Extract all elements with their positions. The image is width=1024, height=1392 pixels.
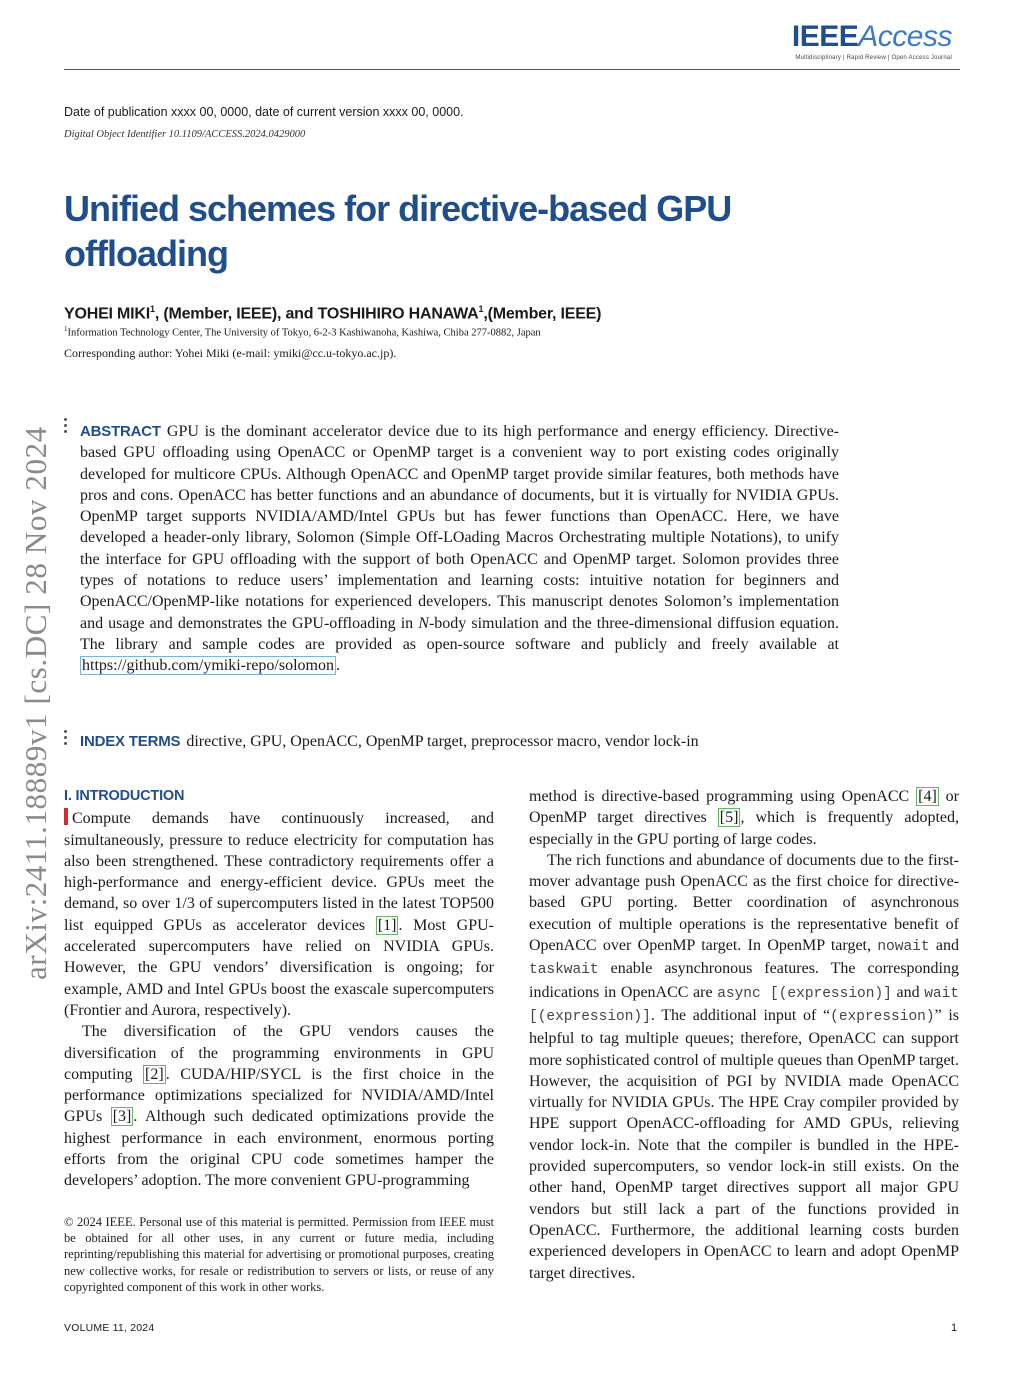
intro-paragraph-3 (529, 786, 959, 850)
intro-paragraph-2 (64, 1021, 494, 1191)
intro-p4-text-b: enable asynchronous features. The corresponding indications in OpenACC are (529, 960, 959, 1001)
intro-p4-text-a: The rich functions and abundance of documents due to the first-mover advantage push OpenACC as the first choice for directive-based GPU porting. Better coordination of asynchronous execution of multiple operations is the representative benefit of OpenACC over OpenMP target. In OpenMP target, (529, 851, 959, 955)
intro-p2-text-b: . CUDA/HIP/SYCL is the first choice in the performance optimizations specialized for NVIDIA/AMD/Intel GPUs (64, 1065, 495, 1126)
index-terms (80, 733, 699, 751)
body-column-left (64, 786, 494, 1192)
affiliation-mark: 1 (64, 325, 68, 333)
code-taskwait: taskwait (529, 962, 599, 979)
header-divider (64, 69, 960, 70)
citation-5[interactable]: [5] (719, 809, 739, 827)
intro-p3-text-b: or OpenMP target directives (529, 788, 959, 827)
author-2-name: TOSHIHIRO HANAWA (317, 305, 479, 323)
abstract-text-b: -body simulation and the three-dimensional diffusion equation. The library and sample codes are provided as open-source software and publicly and freely available at (80, 614, 840, 653)
affiliation (64, 325, 541, 339)
code-expression: (expression) (830, 1008, 935, 1025)
intro-p1-text-b: of supercomputers listed in the latest TOP500 list equipped GPUs as accelerator devices (64, 895, 495, 934)
journal-logo (792, 20, 952, 61)
intro-p1-text-c: . Most GPU-accelerated supercomputers have relied on NVIDIA GPUs. However, the GPU vendors’ diversification is ongoing; for example, AMD and Intel GPUs boost the exascale supercomputers (Frontier and Aurora, respectively). (64, 916, 495, 1019)
paper-title: Unified schemes for directive-based GPU offloading (64, 188, 732, 274)
author-1-role: , (Member, IEEE), and (154, 305, 318, 323)
intro-p4-and-1: and (929, 937, 960, 955)
abstract-dots-icon (64, 418, 68, 436)
copyright-notice: © 2024 IEEE. Personal use of this material is permitted. Permission from IEEE must be obtained for all other uses, in any current or future media, including reprinting/republishing this material for advertising or promotional purposes, creating new collective works, for resale or redistribution to servers or lists, or reuse of any copyrighted component of this work in other works. (64, 1215, 494, 1294)
intro-p4-and-2: and (891, 983, 925, 1001)
author-2-affil-mark: 1 (478, 304, 484, 314)
logo-ieee-text: IEEE (791, 20, 859, 53)
code-async: async [(expression)] (717, 985, 892, 1002)
abstract-text-end: . (336, 657, 340, 675)
author-1-name: YOHEI MIKI (64, 305, 151, 323)
arxiv-sidebar-label: arXiv:2411.18889v1 [cs.DC] 28 Nov 2024 (18, 426, 53, 980)
author-line (64, 304, 601, 323)
citation-3[interactable]: [3] (112, 1108, 132, 1126)
dropcap-marker (64, 808, 68, 825)
logo-tagline: Multidisciplinary | Rapid Review | Open Access Journal (795, 55, 952, 61)
index-terms-text: directive, GPU, OpenACC, OpenMP target, preprocessor macro, vendor lock-in (186, 733, 699, 750)
intro-p3-text-c: , which is frequently adopted, especially in the GPU porting of large codes. (529, 809, 959, 848)
intro-paragraph-1 (64, 808, 494, 1021)
publication-date: Date of publication xxxx 00, 0000, date of current version xxxx 00, 0000. (64, 105, 464, 119)
abstract-text-a: GPU is the dominant accelerator device due to its high performance and energy efficiency. Directive-based GPU offloading using OpenACC or OpenMP target is a convenient way to port existing codes originally developed for multicore CPUs. Although OpenACC and OpenMP target provide similar features, both methods have pros and cons. OpenACC has better functions and an abundance of documents, but it is virtually for NVIDIA GPUs. OpenMP target supports NVIDIA/AMD/Intel GPUs but has fewer functions than OpenACC. Here, we have developed a header-only library, Solomon (Simple Off-LOading Macros Orchestrating multiple Notations), to unify the interface for GPU offloading with the support of both OpenACC and OpenMP target. Solomon provides three types of notations to reduce users’ implementation and learning costs: intuitive notation for beginners and OpenACC/OpenMP-like notations for experienced developers. This manuscript denotes Solomon’s implementation and usage and demonstrates the GPU-offloading in (80, 423, 839, 632)
intro-p4-text-c: . The additional input of “ (650, 1006, 831, 1024)
intro-p4-text-d: ” is helpful to tag multiple queues; therefore, OpenACC can support more sophisticated control of multiple queues than OpenMP target. However, the acquisition of PGI by NVIDIA made OpenACC virtually for NVIDIA GPUs. The HPE Cray compiler provided by HPE support OpenACC-offloading for AMD GPUs, relieving vendor lock-in. Note that the compiler is bundled in the HPE-provided supercomputers, so vendor lock-in still exists. On the other hand, OpenMP target directives support all major GPU vendors but still lack a part of the functions provided in OpenACC. Furthermore, the additional learning costs burden experienced developers in OpenACC to learn and adopt OpenMP target directives. (529, 1006, 959, 1282)
citation-4[interactable]: [4] (918, 788, 937, 805)
citation-1[interactable]: [1] (377, 916, 397, 934)
section-heading-introduction: I. INTRODUCTION (64, 788, 185, 804)
body-column-right (529, 786, 959, 1284)
intro-p2-text-a: The diversification of the GPU vendors causes the diversification of the programming environments in GPU computing (64, 1023, 494, 1083)
intro-p1-text-a: Compute demands have continuously increased, and simultaneously, pressure to reduce electricity for computation has also been strengthened. These contradictory requirements offer a high-performance and energy-efficient device. GPUs meet the demand, so over (64, 810, 494, 913)
intro-paragraph-4 (529, 850, 959, 1284)
code-wait: wait [(expression)] (529, 985, 960, 1025)
citation-2[interactable]: [2] (145, 1065, 164, 1083)
index-terms-heading: INDEX TERMS (80, 733, 181, 750)
logo-access-text: Access (858, 20, 952, 53)
author-1-affil-mark: 1 (150, 304, 155, 314)
abstract-heading: ABSTRACT (80, 423, 161, 440)
abstract (80, 421, 839, 677)
abstract-n-symbol: N (418, 614, 429, 632)
footer-volume: VOLUME 11, 2024 (64, 1322, 155, 1334)
footer-page-number: 1 (951, 1322, 958, 1334)
author-2-role: ,(Member, IEEE) (483, 305, 602, 323)
intro-p2-text-c: . Although such dedicated optimizations provide the highest performance in each environment, enormous porting efforts from the original CPU code sometimes hamper the developers’ adoption. The more convenient GPU-programming (64, 1108, 494, 1190)
doi: Digital Object Identifier 10.1109/ACCESS.2024.0429000 (64, 129, 306, 140)
index-terms-dots-icon (64, 730, 68, 748)
intro-p3-text-a: method is directive-based programming using OpenACC (529, 788, 917, 805)
code-nowait: nowait (877, 939, 930, 956)
github-link[interactable]: https://github.com/ymiki-repo/solomon (82, 657, 334, 675)
intro-p1-fraction: 1/3 (174, 895, 195, 913)
corresponding-author: Corresponding author: Yohei Miki (e-mail: ymiki@cc.u-tokyo.ac.jp). (64, 346, 397, 360)
affiliation-text: Information Technology Center, The University of Tokyo, 6-2-3 Kashiwanoha, Kashiwa, Chiba 277-0882, Japan (67, 327, 541, 339)
